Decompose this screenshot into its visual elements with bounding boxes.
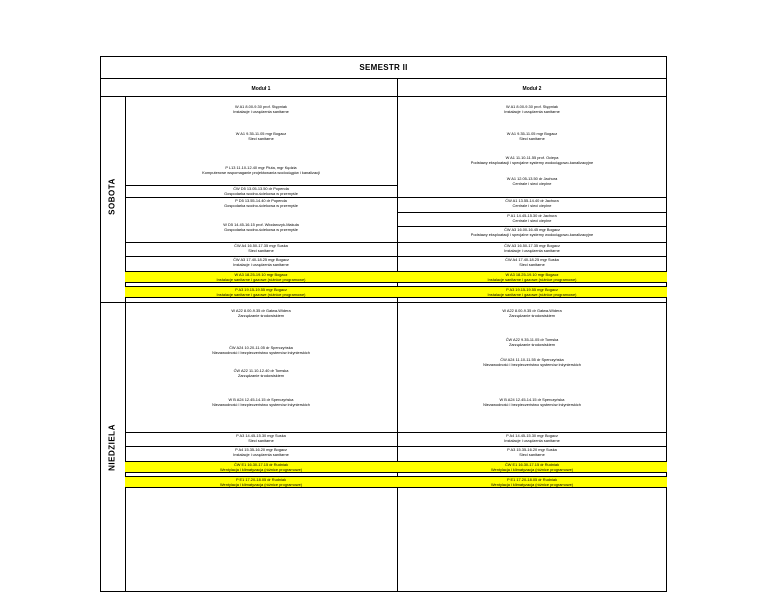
schedule-entry: W A22 8.00-9.35 dr Gałwa-Widera Zarządzanie środowiskiem [231,308,291,318]
schedule-entry-highlighted: P E1 17.20-18.05 dr Rudniak Wentylacja i klimatyzacja (różnice programowe) [397,476,667,488]
schedule-entry: P A3 14.45-15.30 mgr Suska Sieci sanitarne [125,432,397,443]
schedule-entry: W A22 8.00-9.35 dr Gałwa-Widera Zarządzanie środowiskiem [502,308,562,318]
schedule-entry: W A1 12.05-13.50 dr Jachura Centrale i sieci cieplne [506,176,558,186]
schedule-entry-highlighted: ĆW E1 16.30-17.15 dr Rudniak Wentylacja i klimatyzacja (różnice programowe) [397,461,667,473]
schedule-entry-highlighted: P A3 19.15-19.55 mgr Bogacz Instalacje sanitarne i gazowe (różnice programowe) [125,286,397,298]
header-divider [100,96,667,97]
schedule-entry: ĆW A1 13.55-14.40 dr Jachura Centrale i sieci cieplne [397,197,667,208]
schedule-entry: W B A24 12.45-14.15 dr Sperczyńska Niezawodność i bezpieczeństwo systemów inżynierskich [212,397,310,407]
schedule-entry-highlighted: ĆW E1 16.30-17.15 dr Rudniak Wentylacja i klimatyzacja (różnice programowe) [125,461,397,473]
schedule-entry: ĆW A4 17.40-18.25 mgr Suska Sieci sanitarne [397,256,667,267]
schedule-entry: P L13 11.10-12.40 mgr Pluta, mgr Kędzia Komputerowe wspomaganie projektowania wodociągów i kanalizacji [202,165,320,175]
schedule-entry: W B A24 12.45-14.15 dr Sperczyńska Niezawodność i bezpieczeństwo systemów inżynierskich [483,397,581,407]
schedule-entry: ĆW A22 11.10-12.40 dr Tomska Zarządzanie środowiskiem [233,368,289,378]
schedule-entry: ĆW A22 9.35-11.05 dr Tomska Zarządzanie środowiskiem [505,337,559,347]
schedule-entry: W A1 8.00-9.30 prof. Stępniak Instalacje i urządzenia sanitarne [233,104,289,114]
schedule-entry: W A1 9.35-11.05 mgr Bogacz Sieci sanitarne [235,131,287,141]
day-label-saturday: SOBOTA [107,178,117,215]
schedule-entry-highlighted: P A3 19.15-19.55 mgr Bogacz Instalacje sanitarne i gazowe (różnice programowe) [397,286,667,298]
schedule-entry: ĆW A4 16.50-17.35 mgr Suska Sieci sanitarne [125,242,397,253]
schedule-entry: ĆW A24 11.10-11.55 dr Sperczyńska Niezawodność i bezpieczeństwo systemów inżynierskich [483,357,581,367]
schedule-entry-highlighted: P E1 17.20-18.05 dr Rudniak Wentylacja i klimatyzacja (różnice programowe) [125,476,397,488]
schedule-entry-highlighted: W A3 18.25-19.10 mgr Bogacz Instalacje sanitarne i gazowe (różnice programowe) [125,271,397,283]
schedule-entry: ĆW D5 13.05-13.50 dr Popenda Gospodarka wodno-ściekowa w przemyśle [125,185,397,196]
schedule-entry: P A4 14.45-15.30 mgr Bogacz Instalacje i urządzenia sanitarne [397,432,667,443]
day-divider [100,302,667,303]
schedule-entry-highlighted: W A3 18.25-19.10 mgr Bogacz Instalacje sanitarne i gazowe (różnice programowe) [397,271,667,283]
day-label-sunday: NIEDZIELA [107,424,117,471]
schedule-entry: P A3 15.35-16.20 mgr Suska Sieci sanitarne [397,446,667,457]
schedule-entry: P A4 15.35-16.20 mgr Bogacz Instalacje i urządzenia sanitarne [125,446,397,457]
schedule-entry: W D5 14.45-16.15 prof. Włodarczyk-Makuła Gospodarka wodno-ściekowa w przemyśle [223,222,299,232]
schedule-entry: ĆW A3 16.50-17.35 mgr Bogacz Instalacje i urządzenia sanitarne [397,242,667,253]
schedule-entry: ĆW A24 10.20-11.05 dr Sperczyńska Niezawodność i bezpieczeństwo systemów inżynierskich [212,345,310,355]
schedule-entry: W A1 11.10-11.55 prof. Ociepa Podstawy eksploatacji i specjalne systemy wodociągowo-kanalizacyjne [470,155,594,165]
column-header-module-1: Moduł 1 [251,86,271,92]
schedule-entry: W A1 8.00-9.30 prof. Stępniak Instalacje i urządzenia sanitarne [504,104,560,114]
page-title: SEMESTR II [359,63,408,72]
schedule-entry: ĆW A3 17.40-18.25 mgr Bogacz Instalacje i urządzenia sanitarne [125,256,397,267]
schedule-entry: ĆW A3 16.00-16.45 mgr Bogacz Podstawy eksploatacji i specjalne systemy wodociągowo-kanalizacyjne [397,226,667,237]
schedule-entry: P A1 14.45-15.30 dr Jachura Centrale i sieci cieplne [397,212,667,223]
schedule-entry: W A1 9.35-11.05 mgr Bogacz Sieci sanitarne [506,131,558,141]
schedule-entry: P D5 13.55-14.40 dr Popenda Gospodarka wodno-ściekowa w przemyśle [125,197,397,208]
column-header-module-2: Moduł 2 [522,86,542,92]
title-divider [100,78,667,79]
